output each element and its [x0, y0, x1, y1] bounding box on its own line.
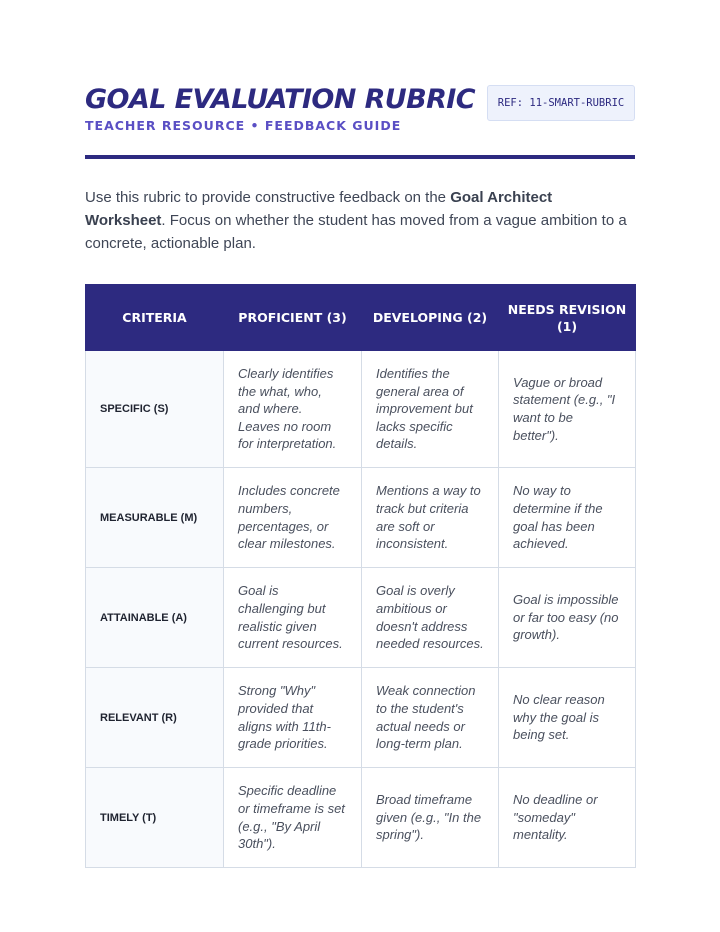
table-row	[86, 568, 636, 668]
rubric-page	[85, 84, 635, 852]
proficient-cell: Includes concrete numbers, percentages, or clear milestones.	[224, 468, 362, 568]
needs-revision-cell: Vague or broad statement (e.g., "I want to be better").	[499, 351, 636, 468]
criterion-cell: TIMELY (T)	[86, 768, 224, 868]
intro-text-end: . Focus on whether the student has moved from a vague ambition to a concrete, actionable plan.	[85, 212, 627, 252]
needs-revision-cell: Goal is impossible or far too easy (no growth).	[499, 568, 636, 668]
worksheet-name: Goal Architect Worksheet	[85, 189, 553, 229]
developing-cell: Goal is overly ambitious or doesn't address needed resources.	[362, 568, 499, 668]
header-proficient: PROFICIENT (3)	[224, 285, 362, 351]
page-subtitle: TEACHER RESOURCE • FEEDBACK GUIDE	[85, 118, 402, 133]
developing-cell: Identifies the general area of improvement but lacks specific details.	[362, 351, 499, 468]
header-needs-revision: NEEDS REVISION (1)	[499, 285, 636, 351]
table-row	[86, 468, 636, 568]
criterion-cell: RELEVANT (R)	[86, 668, 224, 768]
criterion-cell: SPECIFIC (S)	[86, 351, 224, 468]
table-row	[86, 668, 636, 768]
proficient-cell: Strong "Why" provided that aligns with 11th-grade priorities.	[224, 668, 362, 768]
proficient-cell: Specific deadline or timeframe is set (e.g., "By April 30th").	[224, 768, 362, 868]
proficient-cell: Clearly identifies the what, who, and where. Leaves no room for interpretation.	[224, 351, 362, 468]
developing-cell: Broad timeframe given (e.g., "In the spring").	[362, 768, 499, 868]
needs-revision-cell: No clear reason why the goal is being set.	[499, 668, 636, 768]
header-developing: DEVELOPING (2)	[362, 285, 499, 351]
table-row	[86, 768, 636, 868]
page-header	[85, 84, 635, 156]
proficient-cell: Goal is challenging but realistic given current resources.	[224, 568, 362, 668]
header-criteria: CRITERIA	[86, 285, 224, 351]
header-divider	[85, 155, 635, 159]
criterion-cell: ATTAINABLE (A)	[86, 568, 224, 668]
intro-text-start: Use this rubric to provide constructive feedback on the	[85, 189, 451, 206]
reference-badge: REF: 11-SMART-RUBRIC	[487, 85, 635, 121]
rubric-table	[85, 284, 636, 868]
needs-revision-cell: No deadline or "someday" mentality.	[499, 768, 636, 868]
criterion-cell: MEASURABLE (M)	[86, 468, 224, 568]
intro-paragraph	[85, 186, 635, 255]
table-header-row	[86, 285, 636, 351]
developing-cell: Weak connection to the student's actual needs or long-term plan.	[362, 668, 499, 768]
table-row	[86, 351, 636, 468]
page-title: GOAL EVALUATION RUBRIC	[85, 84, 475, 115]
developing-cell: Mentions a way to track but criteria are soft or inconsistent.	[362, 468, 499, 568]
needs-revision-cell: No way to determine if the goal has been achieved.	[499, 468, 636, 568]
